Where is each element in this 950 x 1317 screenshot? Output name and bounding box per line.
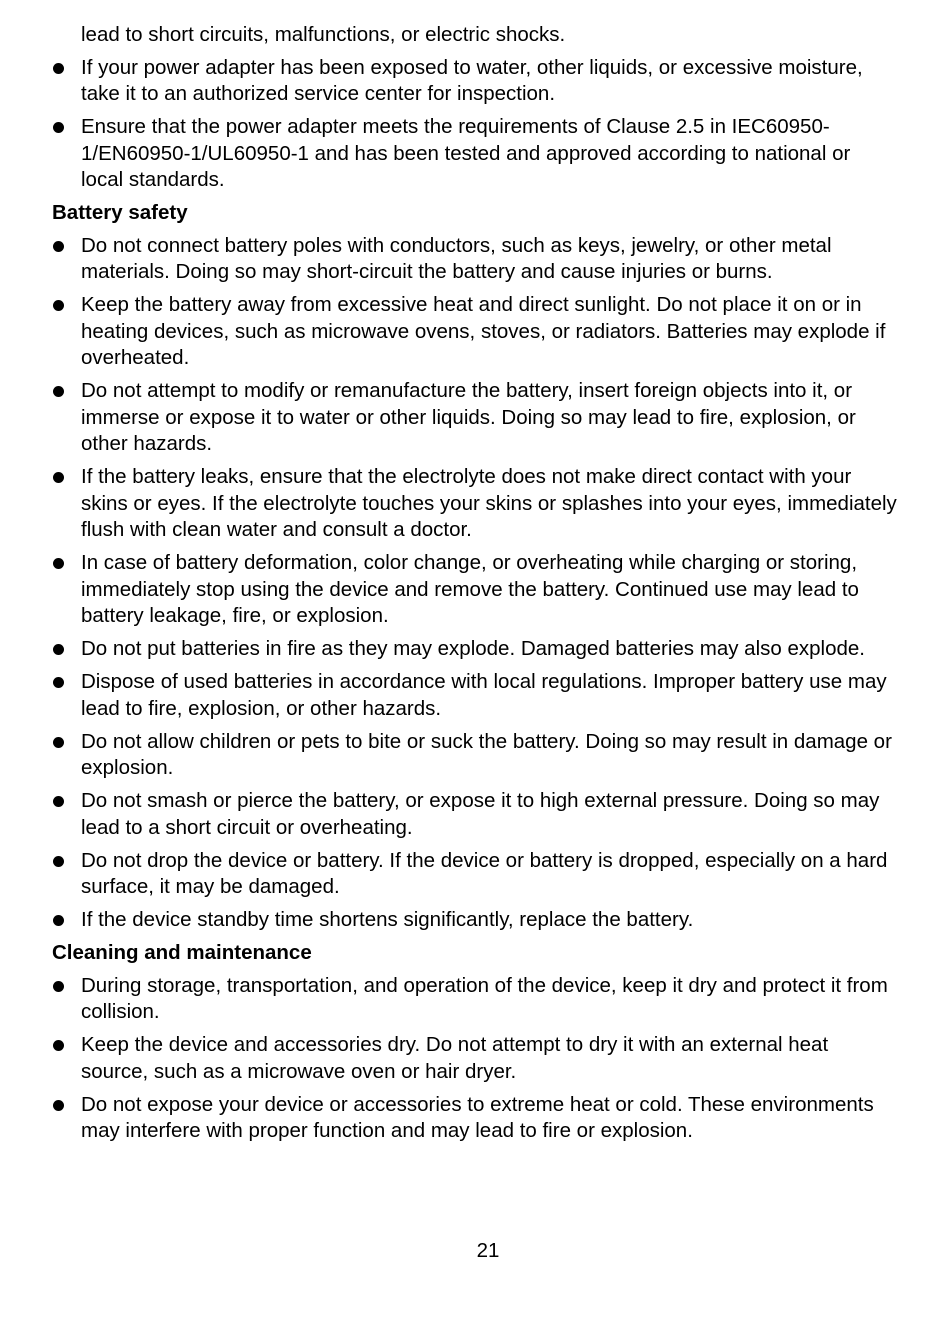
list-item-text: Do not allow children or pets to bite or suck the battery. Doing so may result in damage or explosion.	[81, 729, 892, 779]
list-item-text: In case of battery deformation, color change, or overheating while charging or storing, immediately stop using the device and remove the battery. Continued use may lead to battery leakage, fire, or explosion.	[81, 551, 859, 627]
list-item-text: Do not attempt to modify or remanufacture the battery, insert foreign objects into it, or immerse or expose it to water or other liquids. Doing so may lead to fire, explosion, or other hazards.	[81, 379, 856, 455]
list-item-text: Ensure that the power adapter meets the requirements of Clause 2.5 in IEC60950-1/EN60950-1/UL60950-1 and has been tested and approved according to national or local standards.	[81, 115, 851, 191]
list-item-text: Do not put batteries in fire as they may explode. Damaged batteries may also explode.	[81, 637, 865, 660]
bullet-icon	[53, 796, 64, 807]
bullet-icon	[53, 300, 64, 311]
list-item	[52, 55, 897, 108]
list-item	[52, 233, 897, 286]
bullet-icon	[53, 1040, 64, 1051]
list-item	[52, 669, 897, 722]
bullet-icon	[53, 1100, 64, 1111]
list-item-text: If your power adapter has been exposed to water, other liquids, or excessive moisture, take it to an authorized service center for inspection.	[81, 55, 863, 105]
bullet-icon	[53, 241, 64, 252]
list-item-text: Keep the battery away from excessive heat and direct sunlight. Do not place it on or in heating devices, such as microwave ovens, stoves, or radiators. Batteries may explode if overheated.	[81, 293, 886, 369]
bullet-icon	[53, 644, 64, 655]
list-item	[52, 292, 897, 372]
list-item-text: Dispose of used batteries in accordance with local regulations. Improper battery use may lead to fire, explosion, or other hazards.	[81, 670, 887, 720]
continuation-text: lead to short circuits, malfunctions, or electric shocks.	[81, 23, 566, 46]
bullet-icon	[53, 915, 64, 926]
list-item	[52, 907, 897, 934]
page-number: 21	[476, 1239, 500, 1262]
list-item-text: Do not smash or pierce the battery, or expose it to high external pressure. Doing so may lead to a short circuit or overheating.	[81, 789, 880, 839]
list-item	[52, 378, 897, 458]
list-item	[52, 788, 897, 841]
list-item-text: During storage, transportation, and operation of the device, keep it dry and protect it from collision.	[81, 973, 888, 1023]
page-content	[52, 22, 897, 1151]
list-item-text: Do not connect battery poles with conductors, such as keys, jewelry, or other metal materials. Doing so may short-circuit the battery and cause injuries or burns.	[81, 233, 832, 283]
list-item-text: If the battery leaks, ensure that the electrolyte does not make direct contact with your skins or eyes. If the electrolyte touches your skins or splashes into your eyes, immediately flush with clean water and consult a doctor.	[81, 465, 897, 541]
list-item	[52, 973, 897, 1026]
bullet-icon	[53, 558, 64, 569]
list-item-text: Do not expose your device or accessories to extreme heat or cold. These environments may interfere with proper function and may lead to fire or explosion.	[81, 1092, 874, 1142]
list-item	[52, 1092, 897, 1145]
list-item	[52, 636, 897, 663]
bullet-icon	[53, 677, 64, 688]
bullet-icon	[53, 472, 64, 483]
list-item	[52, 1032, 897, 1085]
bullet-icon	[53, 386, 64, 397]
list-item-text: If the device standby time shortens significantly, replace the battery.	[81, 908, 694, 931]
list-item	[52, 848, 897, 901]
list-item	[52, 464, 897, 544]
bullet-icon	[53, 63, 64, 74]
bullet-icon	[53, 122, 64, 133]
list-item-text: Do not drop the device or battery. If the device or battery is dropped, especially on a hard surface, it may be damaged.	[81, 848, 888, 898]
section-heading-cleaning-maintenance: Cleaning and maintenance	[52, 941, 312, 964]
bullet-icon	[53, 856, 64, 867]
list-item-text: Keep the device and accessories dry. Do not attempt to dry it with an external heat source, such as a microwave oven or hair dryer.	[81, 1033, 829, 1083]
list-item	[52, 114, 897, 194]
section-heading-battery-safety: Battery safety	[52, 201, 188, 224]
list-item	[52, 729, 897, 782]
list-item	[52, 550, 897, 630]
bullet-icon	[53, 737, 64, 748]
bullet-icon	[53, 981, 64, 992]
